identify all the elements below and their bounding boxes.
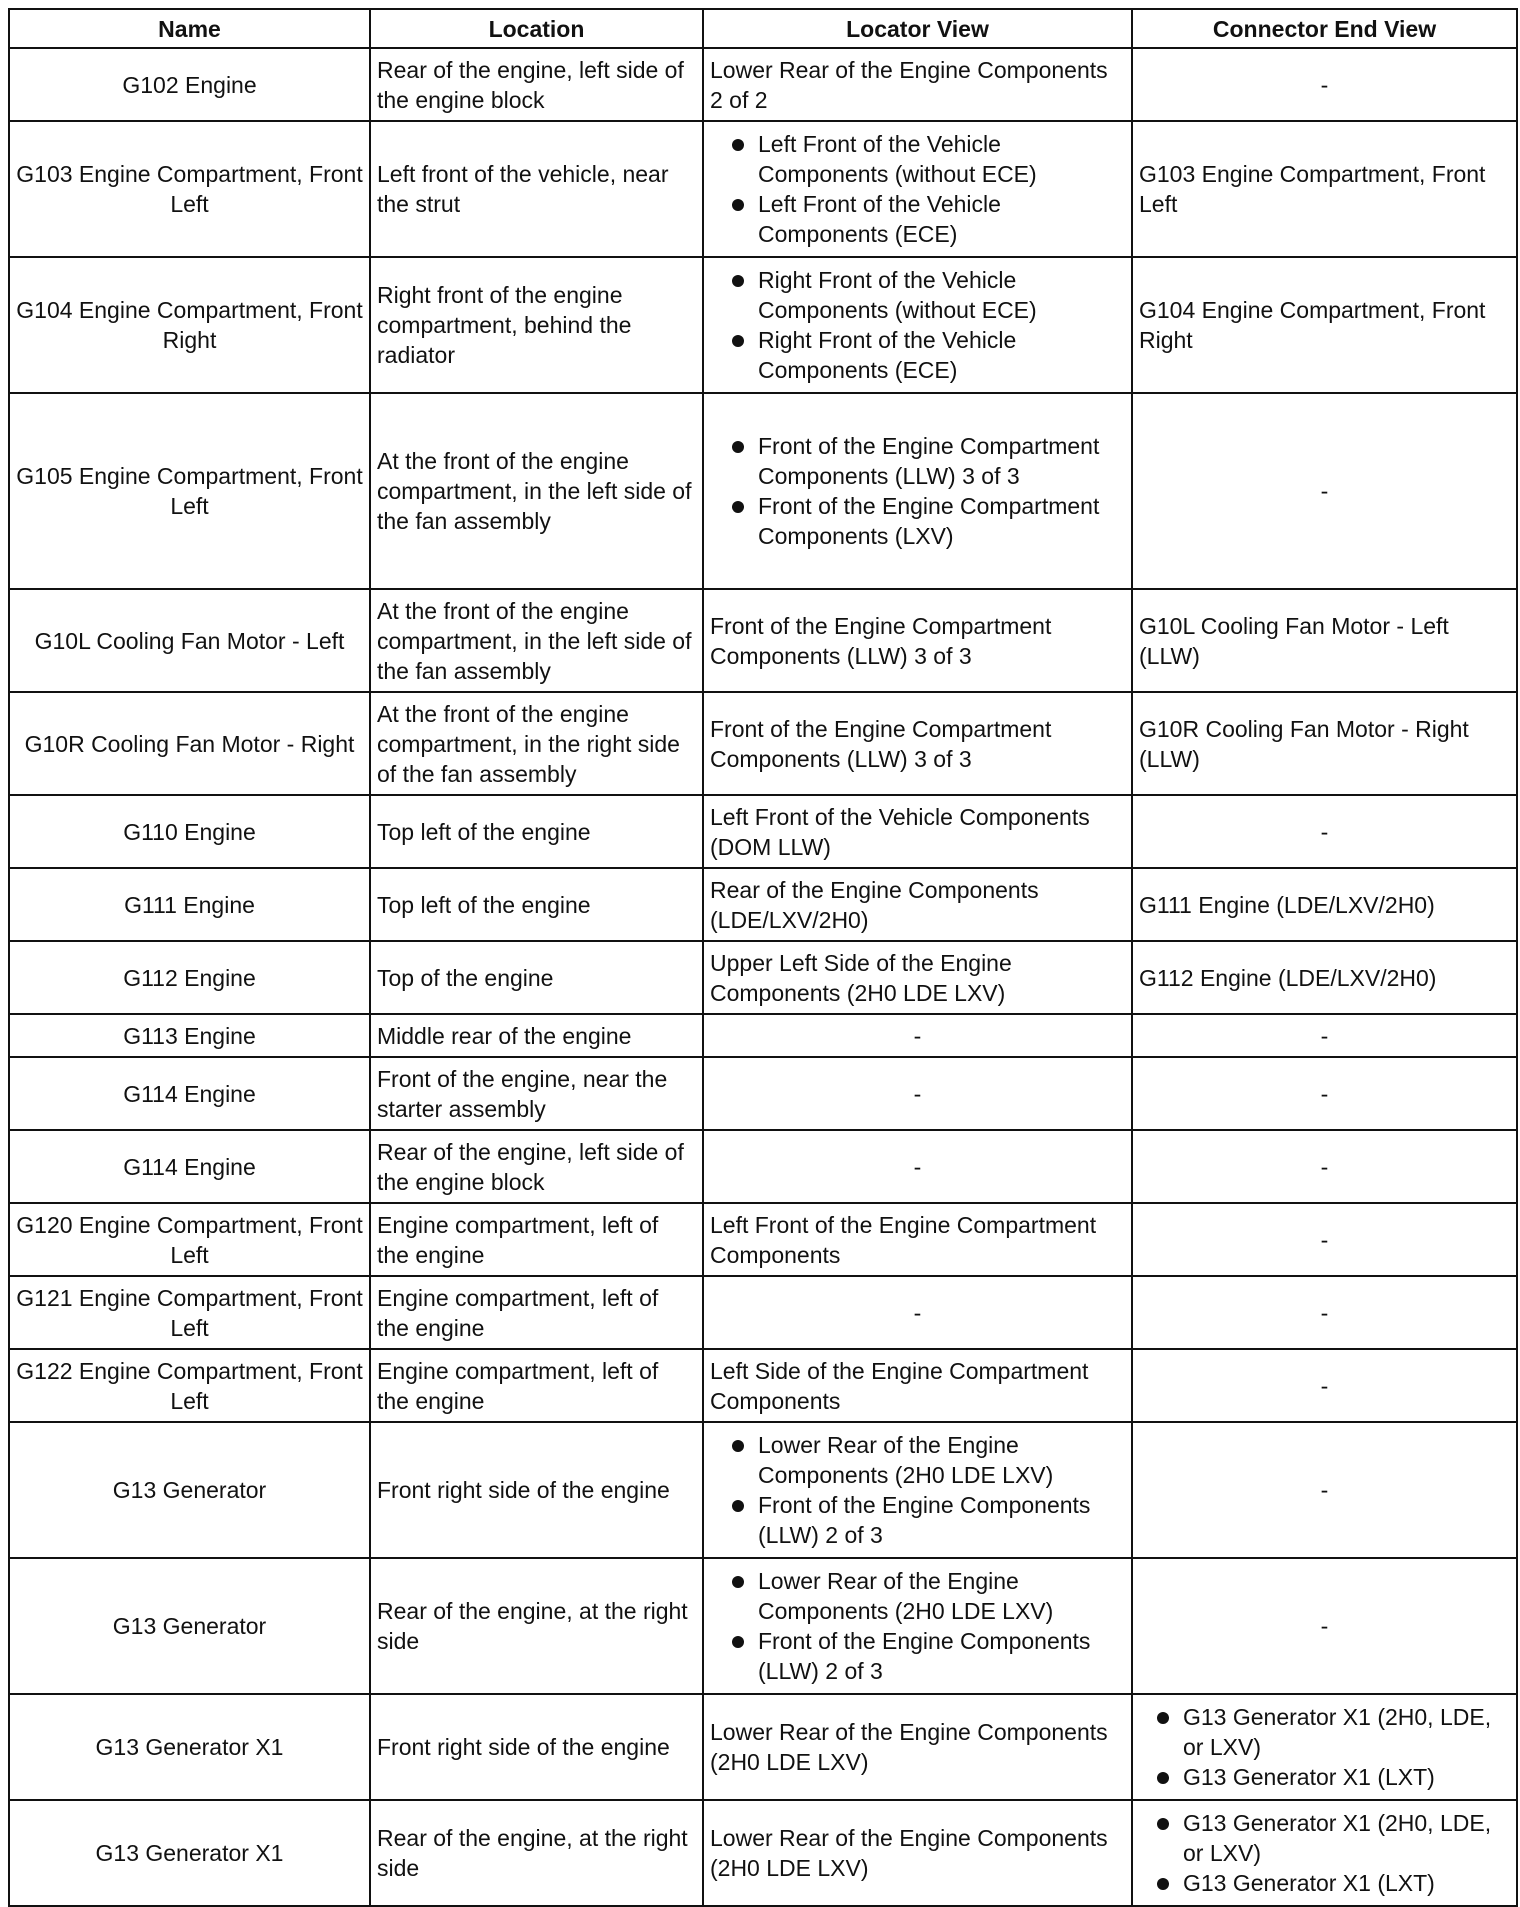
locator-cell: Front of the Engine Compartment Components (LLW) 3 of 3	[703, 692, 1132, 795]
name-cell: G110 Engine	[9, 795, 370, 868]
table-row	[9, 1130, 1517, 1203]
connector-cell: -	[1132, 1422, 1517, 1558]
connector-cell: G103 Engine Compartment, Front Left	[1132, 121, 1517, 257]
location-cell: Right front of the engine compartment, behind the radiator	[370, 257, 703, 393]
table-row	[9, 1349, 1517, 1422]
locator-cell: -	[703, 1014, 1132, 1057]
list-item: Left Front of the Vehicle Components (without ECE)	[710, 129, 1125, 189]
locator-cell: Lower Rear of the Engine Components 2 of 2	[703, 48, 1132, 121]
header-location: Location	[370, 9, 703, 48]
location-cell: At the front of the engine compartment, in the left side of the fan assembly	[370, 589, 703, 692]
locator-cell	[703, 1558, 1132, 1694]
name-cell: G13 Generator	[9, 1422, 370, 1558]
table-header-row	[9, 9, 1517, 48]
table-row	[9, 589, 1517, 692]
locator-cell: Left Side of the Engine Compartment Components	[703, 1349, 1132, 1422]
locator-cell: -	[703, 1057, 1132, 1130]
name-cell: G112 Engine	[9, 941, 370, 1014]
table-row	[9, 941, 1517, 1014]
table-row	[9, 692, 1517, 795]
connector-cell: -	[1132, 1203, 1517, 1276]
location-cell: Engine compartment, left of the engine	[370, 1203, 703, 1276]
name-cell: G102 Engine	[9, 48, 370, 121]
connector-cell: -	[1132, 1014, 1517, 1057]
header-locator-view: Locator View	[703, 9, 1132, 48]
table-row	[9, 121, 1517, 257]
list-item: Front of the Engine Compartment Components (LLW) 3 of 3	[710, 431, 1125, 491]
header-connector-end-view: Connector End View	[1132, 9, 1517, 48]
name-cell: G111 Engine	[9, 868, 370, 941]
connector-cell: -	[1132, 1558, 1517, 1694]
location-cell: Top of the engine	[370, 941, 703, 1014]
table-row	[9, 1422, 1517, 1558]
connector-cell: -	[1132, 1349, 1517, 1422]
name-cell: G121 Engine Compartment, Front Left	[9, 1276, 370, 1349]
location-cell: Front right side of the engine	[370, 1694, 703, 1800]
location-cell: Rear of the engine, at the right side	[370, 1558, 703, 1694]
table-row	[9, 868, 1517, 941]
locator-cell: -	[703, 1130, 1132, 1203]
name-cell: G105 Engine Compartment, Front Left	[9, 393, 370, 589]
table-row	[9, 795, 1517, 868]
table-row	[9, 48, 1517, 121]
table-row	[9, 1558, 1517, 1694]
name-cell: G122 Engine Compartment, Front Left	[9, 1349, 370, 1422]
locator-cell	[703, 121, 1132, 257]
table-row	[9, 1203, 1517, 1276]
name-cell: G13 Generator	[9, 1558, 370, 1694]
locator-cell: Front of the Engine Compartment Components (LLW) 3 of 3	[703, 589, 1132, 692]
name-cell: G113 Engine	[9, 1014, 370, 1057]
name-cell: G114 Engine	[9, 1057, 370, 1130]
locator-cell: Left Front of the Vehicle Components (DOM LLW)	[703, 795, 1132, 868]
connector-cell	[1132, 1694, 1517, 1800]
locator-cell: Upper Left Side of the Engine Components (2H0 LDE LXV)	[703, 941, 1132, 1014]
locator-cell	[703, 1422, 1132, 1558]
table-row	[9, 393, 1517, 589]
list-item: Front of the Engine Components (LLW) 2 of 3	[710, 1626, 1125, 1686]
header-name: Name	[9, 9, 370, 48]
list-item: Lower Rear of the Engine Components (2H0 LDE LXV)	[710, 1566, 1125, 1626]
connector-cell: -	[1132, 1276, 1517, 1349]
connector-cell: G112 Engine (LDE/LXV/2H0)	[1132, 941, 1517, 1014]
connector-cell: G10L Cooling Fan Motor - Left (LLW)	[1132, 589, 1517, 692]
connector-cell: -	[1132, 795, 1517, 868]
list-item: G13 Generator X1 (LXT)	[1139, 1868, 1510, 1898]
list-item: G13 Generator X1 (LXT)	[1139, 1762, 1510, 1792]
list-item: Left Front of the Vehicle Components (ECE)	[710, 189, 1125, 249]
location-cell: Top left of the engine	[370, 868, 703, 941]
table-row	[9, 1014, 1517, 1057]
location-cell: At the front of the engine compartment, in the right side of the fan assembly	[370, 692, 703, 795]
connector-cell: G104 Engine Compartment, Front Right	[1132, 257, 1517, 393]
list-item: Right Front of the Vehicle Components (without ECE)	[710, 265, 1125, 325]
locator-cell: -	[703, 1276, 1132, 1349]
list-item: G13 Generator X1 (2H0, LDE, or LXV)	[1139, 1702, 1510, 1762]
connector-cell	[1132, 1800, 1517, 1906]
name-cell: G13 Generator X1	[9, 1800, 370, 1906]
table-row	[9, 257, 1517, 393]
name-cell: G104 Engine Compartment, Front Right	[9, 257, 370, 393]
table-row	[9, 1276, 1517, 1349]
location-cell: Rear of the engine, at the right side	[370, 1800, 703, 1906]
table-row	[9, 1694, 1517, 1800]
location-cell: At the front of the engine compartment, in the left side of the fan assembly	[370, 393, 703, 589]
list-item: Front of the Engine Compartment Components (LXV)	[710, 491, 1125, 551]
name-cell: G114 Engine	[9, 1130, 370, 1203]
locator-cell: Rear of the Engine Components (LDE/LXV/2H0)	[703, 868, 1132, 941]
location-cell: Rear of the engine, left side of the engine block	[370, 48, 703, 121]
location-cell: Top left of the engine	[370, 795, 703, 868]
ground-locations-table	[8, 8, 1518, 1907]
connector-cell: -	[1132, 1130, 1517, 1203]
location-cell: Engine compartment, left of the engine	[370, 1349, 703, 1422]
list-item: Lower Rear of the Engine Components (2H0 LDE LXV)	[710, 1430, 1125, 1490]
connector-cell: G10R Cooling Fan Motor - Right (LLW)	[1132, 692, 1517, 795]
connector-cell: -	[1132, 48, 1517, 121]
name-cell: G120 Engine Compartment, Front Left	[9, 1203, 370, 1276]
list-item: G13 Generator X1 (2H0, LDE, or LXV)	[1139, 1808, 1510, 1868]
location-cell: Engine compartment, left of the engine	[370, 1276, 703, 1349]
location-cell: Front of the engine, near the starter assembly	[370, 1057, 703, 1130]
list-item: Right Front of the Vehicle Components (ECE)	[710, 325, 1125, 385]
name-cell: G103 Engine Compartment, Front Left	[9, 121, 370, 257]
list-item: Front of the Engine Components (LLW) 2 of 3	[710, 1490, 1125, 1550]
table-row	[9, 1800, 1517, 1906]
table-row	[9, 1057, 1517, 1130]
location-cell: Rear of the engine, left side of the engine block	[370, 1130, 703, 1203]
locator-cell: Lower Rear of the Engine Components (2H0 LDE LXV)	[703, 1694, 1132, 1800]
locator-cell	[703, 257, 1132, 393]
location-cell: Front right side of the engine	[370, 1422, 703, 1558]
name-cell: G13 Generator X1	[9, 1694, 370, 1800]
locator-cell: Left Front of the Engine Compartment Components	[703, 1203, 1132, 1276]
connector-cell: -	[1132, 1057, 1517, 1130]
location-cell: Left front of the vehicle, near the strut	[370, 121, 703, 257]
locator-cell: Lower Rear of the Engine Components (2H0 LDE LXV)	[703, 1800, 1132, 1906]
connector-cell: G111 Engine (LDE/LXV/2H0)	[1132, 868, 1517, 941]
name-cell: G10R Cooling Fan Motor - Right	[9, 692, 370, 795]
name-cell: G10L Cooling Fan Motor - Left	[9, 589, 370, 692]
connector-cell: -	[1132, 393, 1517, 589]
location-cell: Middle rear of the engine	[370, 1014, 703, 1057]
locator-cell	[703, 393, 1132, 589]
